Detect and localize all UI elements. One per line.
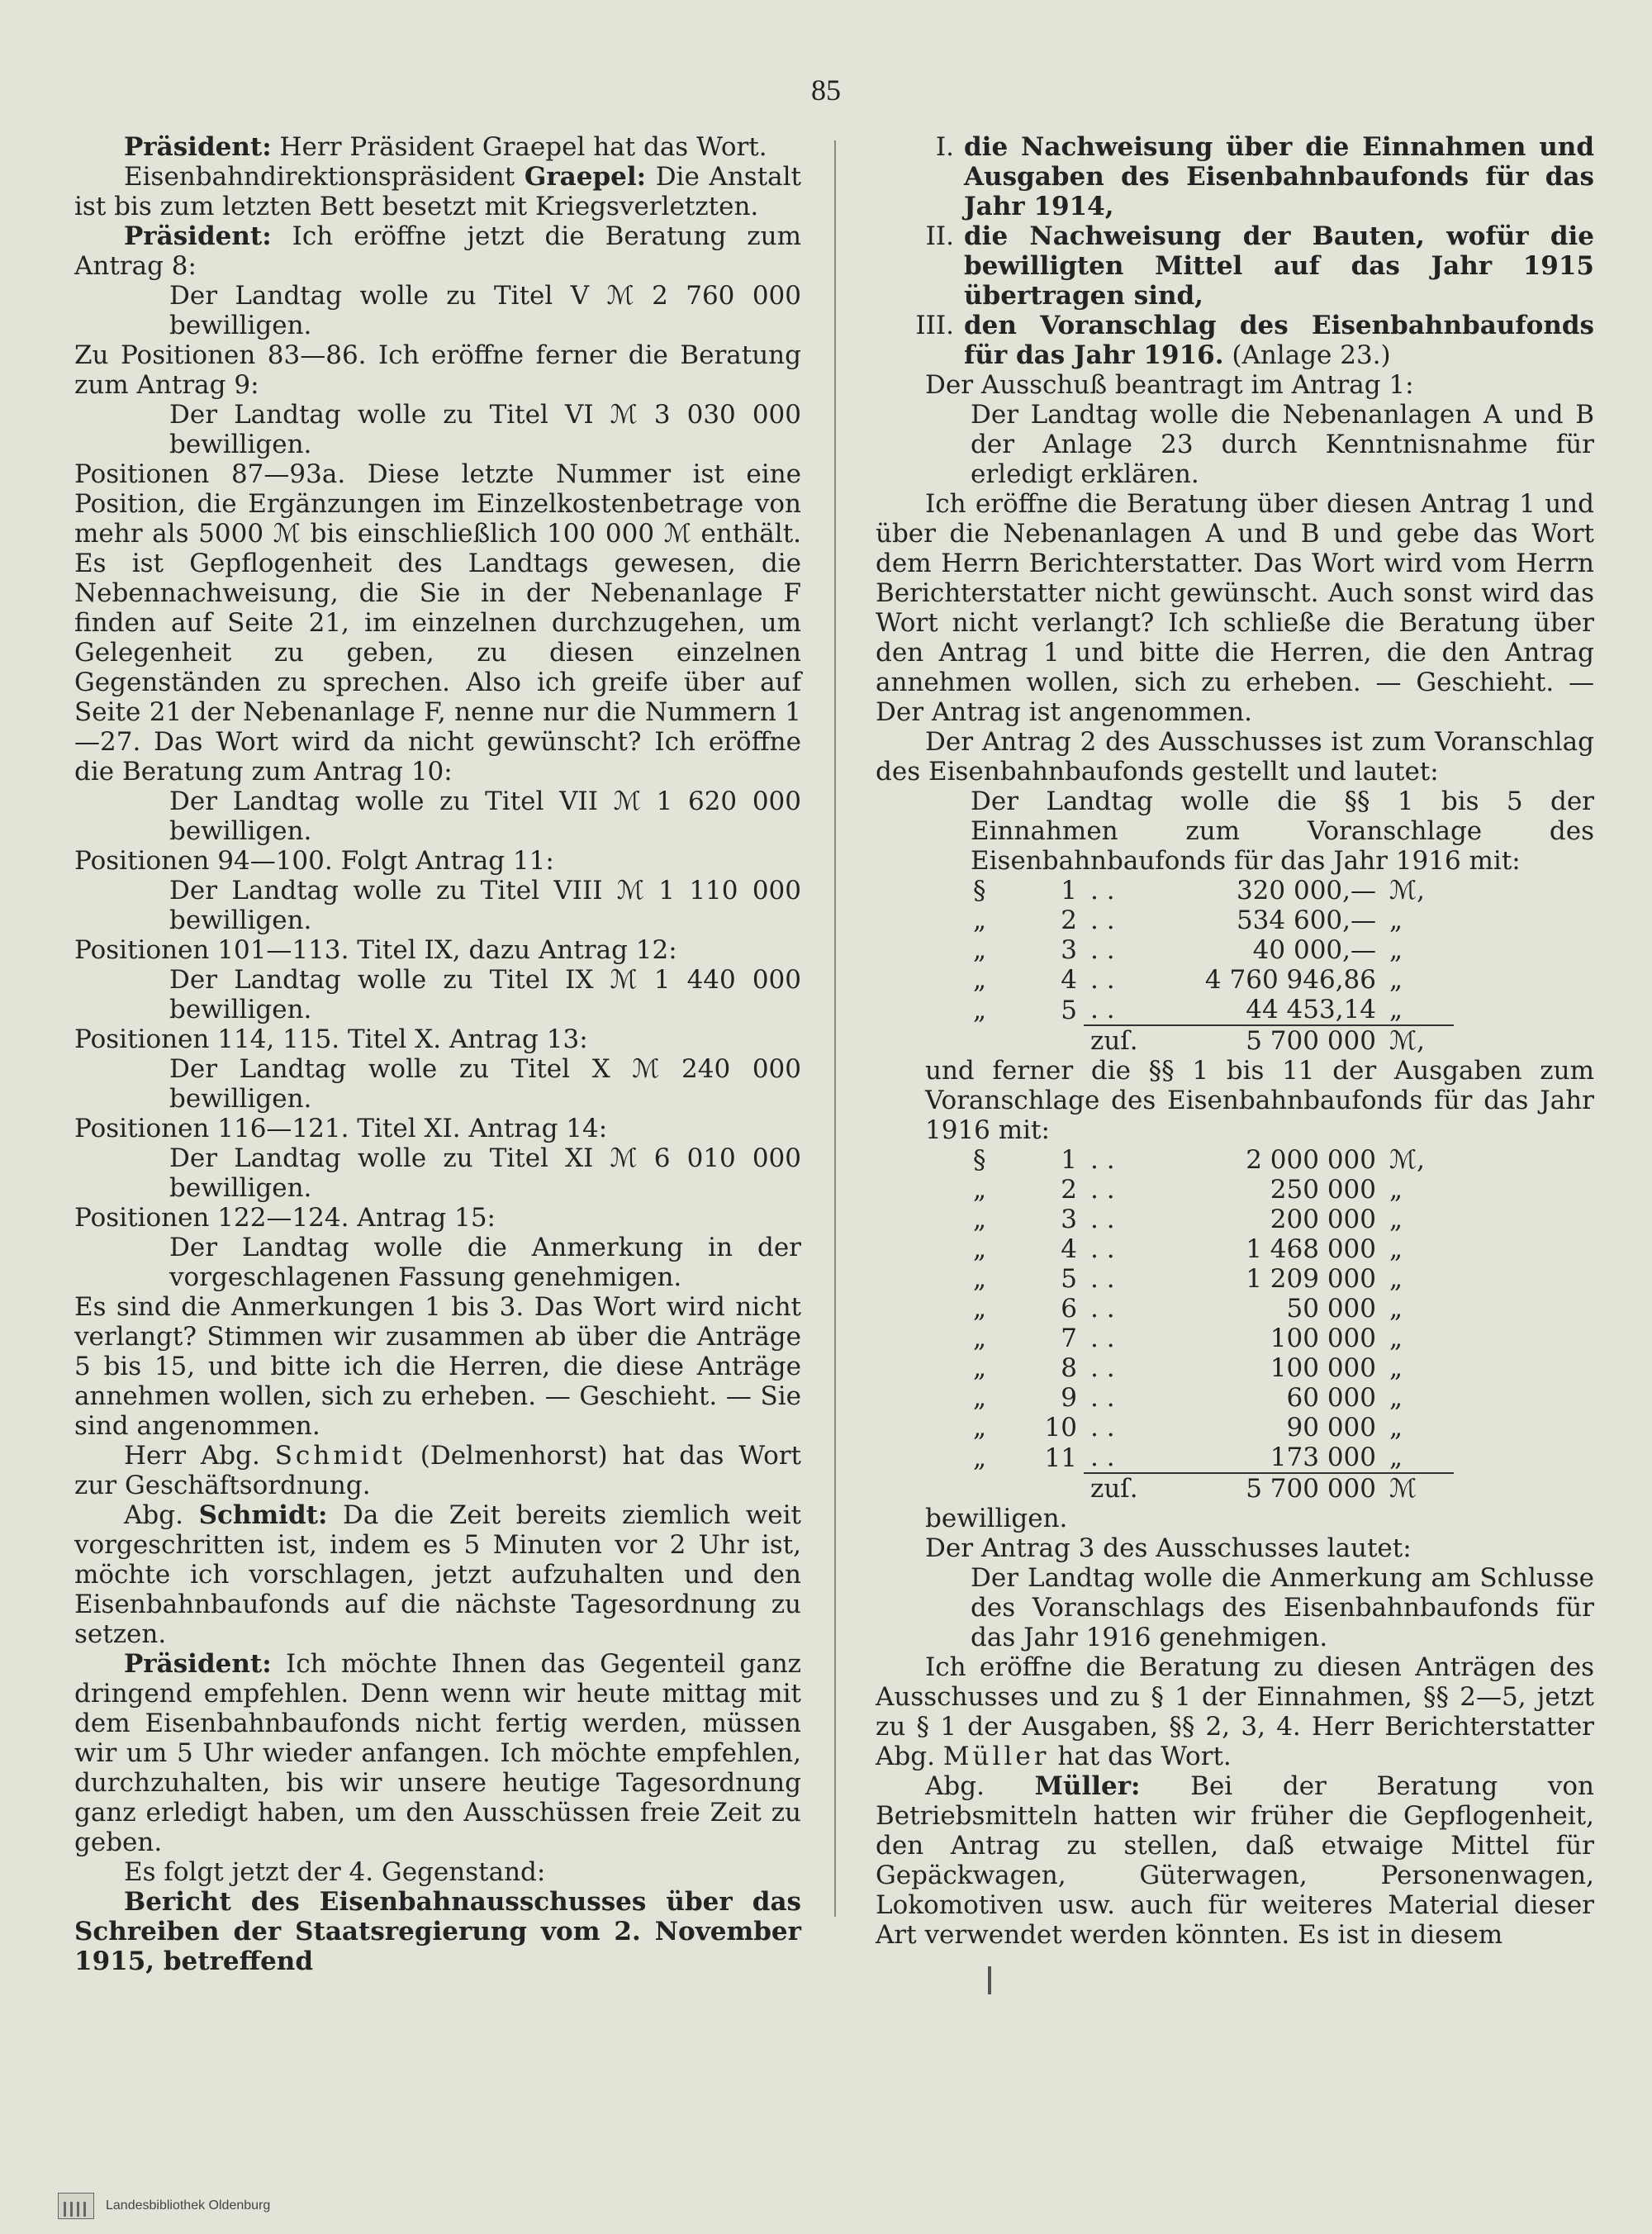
total-label: zuſ. <box>1084 1025 1163 1056</box>
motion-text: Der Landtag wolle zu Titel VI ℳ 3 030 000 bewilligen. <box>169 400 801 459</box>
motion-text: Der Landtag wolle die Anmerkung in der vorgeschlagenen Fassung genehmigen. <box>169 1233 801 1292</box>
table-row <box>966 1443 1454 1473</box>
total-label: zuſ. <box>1084 1473 1163 1504</box>
library-logo-icon <box>58 2193 94 2219</box>
section-mark: „ <box>973 1324 987 1353</box>
motion-text: Der Landtag wolle zu Titel VII ℳ 1 620 000 bewilligen. <box>169 787 801 846</box>
total-row <box>966 1473 1454 1504</box>
section-number: 4 <box>1061 965 1077 995</box>
table-row <box>966 1205 1454 1234</box>
amount-value: 50 000 <box>1286 1294 1376 1324</box>
table-row <box>966 1264 1454 1294</box>
spacer <box>966 1473 1037 1504</box>
library-name: Landesbibliothek Oldenburg <box>106 2198 271 2213</box>
currency-unit: ℳ, <box>1389 1145 1426 1175</box>
list-item: II. die Nachweisung der Bauten, wofür die bewilligten Mittel auf das Jahr 1915 übertragen sind, <box>925 221 1594 311</box>
section-number: 9 <box>1061 1383 1077 1413</box>
currency-unit: „ <box>1389 1353 1403 1383</box>
leader-dots: . . <box>1090 1264 1115 1294</box>
table-row <box>966 1234 1454 1264</box>
table-row <box>966 965 1454 995</box>
motion-text: Der Landtag wolle die Anmerkung am Schlusse des Voranschlags des Eisenbahnbaufonds für das Jahr 1916 genehmigen. <box>971 1563 1594 1652</box>
section-mark: „ <box>973 1234 987 1264</box>
leader-dots: . . <box>1090 1145 1115 1175</box>
spacer <box>1037 1473 1084 1504</box>
section-number: 1 <box>1061 876 1077 905</box>
leader-dots: . . <box>1090 905 1115 935</box>
table-row <box>966 1353 1454 1383</box>
section-mark: „ <box>973 1353 987 1383</box>
currency-unit: „ <box>1389 965 1403 995</box>
spacer <box>1037 1025 1084 1056</box>
currency-unit: „ <box>1389 995 1403 1024</box>
currency-unit: „ <box>1389 1205 1403 1234</box>
paragraph: Positionen 122—124. Antrag 15: <box>74 1203 496 1233</box>
paragraph: Ich eröffne die Beratung über diesen Antrag 1 und über die Nebenanlagen A und B und gebe das Wort dem Herrn Berichterstatter. Das Wort wird vom Herrn Berichterstatter nicht gewünscht. Auch sonst wird das Wort nicht verlangt? Ich schließe die Beratung über den Antrag 1 und bitte die Herren, die den Antrag annehmen wollen, sich zu erheben. — Geschieht. — Der Antrag ist angenommen. <box>876 489 1594 727</box>
expenses-table <box>966 1145 1454 1504</box>
paragraph: Der Antrag 3 des Ausschusses lautet: <box>925 1533 1412 1563</box>
currency-unit: „ <box>1389 1443 1403 1472</box>
section-number: 3 <box>1061 1205 1077 1234</box>
amount-value: 1 209 000 <box>1246 1264 1376 1294</box>
table-row <box>966 905 1454 935</box>
amount-value: 90 000 <box>1286 1413 1376 1443</box>
section-number: 11 <box>1044 1443 1077 1473</box>
amount-value: 250 000 <box>1270 1175 1376 1205</box>
list-item: I. die Nachweisung über die Einnahmen und Ausgaben des Eisenbahnbaufonds für das Jahr 1914, <box>935 132 1594 221</box>
amount-value: 40 000,— <box>1252 935 1376 965</box>
motion-text: und ferner die §§ 1 bis 11 der Ausgaben zum Voranschlage des Eisenbahnbaufonds für das Jahr 1916 mit: <box>925 1056 1594 1145</box>
paragraph: Positionen 114, 115. Titel X. Antrag 13: <box>74 1024 588 1054</box>
table-row <box>966 1175 1454 1205</box>
paragraph: Der Ausschuß beantragt im Antrag 1: <box>925 370 1414 400</box>
motion-text: Der Landtag wolle zu Titel VIII ℳ 1 110 000 bewilligen. <box>169 876 801 935</box>
footer <box>58 2189 270 2222</box>
paragraph: Abg. Müller: Bei der Beratung von Betriebsmitteln hatten wir früher die Gepflogenheit, den Antrag zu stellen, daß etwaige Mittel für Gepäckwagen, Güterwagen, Personenwagen, Lokomotiven usw. auch für weiteres Material dieser Art verwendet werden könnten. Es ist in diesem <box>876 1771 1594 1950</box>
motion-text: Der Landtag wolle die Nebenanlagen A und B der Anlage 23 durch Kenntnisnahme für erledigt erklären. <box>971 400 1594 489</box>
section-mark: „ <box>973 1175 987 1205</box>
leader-dots: . . <box>1090 1324 1115 1353</box>
section-mark: „ <box>973 1205 987 1234</box>
amount-value: 2 000 000 <box>1246 1145 1376 1175</box>
section-number: 2 <box>1061 905 1077 935</box>
leader-dots: . . <box>1090 1294 1115 1324</box>
table-row <box>966 1383 1454 1413</box>
currency-unit: „ <box>1389 1413 1403 1443</box>
paragraph: Zu Positionen 83—86. Ich eröffne ferner die Beratung zum Antrag 9: <box>74 340 801 400</box>
currency-unit: ℳ, <box>1389 876 1426 905</box>
section-mark: § <box>973 1145 986 1175</box>
motion-text: Der Landtag wolle zu Titel IX ℳ 1 440 000 bewilligen. <box>169 965 801 1024</box>
section-mark: „ <box>973 1264 987 1294</box>
currency-unit: „ <box>1389 905 1403 935</box>
amount-value: 320 000,— <box>1236 876 1376 905</box>
left-column <box>74 132 801 1976</box>
right-column <box>876 132 1594 1950</box>
amount-value: 4 760 946,86 <box>1204 965 1376 995</box>
table-row <box>966 995 1454 1025</box>
amount-value: 60 000 <box>1286 1383 1376 1413</box>
currency-unit: ℳ <box>1383 1473 1454 1504</box>
leader-dots: . . <box>1090 1413 1115 1443</box>
section-number: 6 <box>1061 1294 1077 1324</box>
amount-value: 200 000 <box>1270 1205 1376 1234</box>
list-item: III. den Voranschlag des Eisenbahnbaufonds für das Jahr 1916. (Anlage 23.) <box>915 311 1594 370</box>
section-number: 10 <box>1044 1413 1077 1443</box>
currency-unit: ℳ, <box>1383 1025 1454 1056</box>
leader-dots: . . <box>1090 876 1115 905</box>
currency-unit: „ <box>1389 1383 1403 1413</box>
section-mark: § <box>973 876 986 905</box>
currency-unit: „ <box>1389 1234 1403 1264</box>
table-row <box>966 935 1454 965</box>
paragraph: Präsident: Ich eröffne jetzt die Beratung zum Antrag 8: <box>74 221 801 281</box>
leader-dots: . . <box>1090 935 1115 965</box>
total-value: 5 700 000 <box>1163 1473 1383 1504</box>
page-number: 85 <box>811 74 841 107</box>
section-mark: „ <box>973 1383 987 1413</box>
section-mark: „ <box>973 965 987 995</box>
paragraph: Präsident: Herr Präsident Graepel hat das Wort. <box>124 132 767 162</box>
motion-text: Der Landtag wolle zu Titel X ℳ 240 000 bewilligen. <box>169 1054 801 1114</box>
paragraph: Positionen 87—93a. Diese letzte Nummer ist eine Position, die Ergänzungen im Einzelkostenbetrage von mehr als 5000 ℳ bis einschließlich 100 000 ℳ enthält. Es ist Gepflogenheit des Landtags gewesen, die Nebennachweisung, die Sie in der Nebenanlage F finden auf Seite 21, im einzelnen durchzugehen, um Gelegenheit zu geben, zu diesen einzelnen Gegenständen zu sprechen. Also ich greife über auf Seite 21 der Nebenanlage F, nenne nur die Nummern 1—27. Das Wort wird da nicht gewünscht? Ich eröffne die Beratung zum Antrag 10: <box>74 459 801 787</box>
section-mark: „ <box>973 995 987 1025</box>
motion-text: bewilligen. <box>925 1504 1068 1533</box>
section-number: 1 <box>1061 1145 1077 1175</box>
motion-text: Der Landtag wolle zu Titel XI ℳ 6 010 000 bewilligen. <box>169 1143 801 1203</box>
section-number: 5 <box>1061 1264 1077 1294</box>
leader-dots: . . <box>1090 1205 1115 1234</box>
column-divider <box>834 140 836 1917</box>
paragraph: Es sind die Anmerkungen 1 bis 3. Das Wort wird nicht verlangt? Stimmen wir zusammen ab über die Anträge 5 bis 15, und bitte ich die Herren, die diese Anträge annehmen wollen, sich zu erheben. — Geschieht. — Sie sind angenommen. <box>74 1292 801 1441</box>
amount-value: 44 453,14 <box>1246 995 1376 1024</box>
leader-dots: . . <box>1090 1443 1115 1472</box>
table-row <box>966 876 1454 905</box>
section-mark: „ <box>973 1294 987 1324</box>
amount-value: 173 000 <box>1270 1443 1376 1472</box>
section-mark: „ <box>973 1413 987 1443</box>
total-row <box>966 1025 1454 1056</box>
section-mark: „ <box>973 905 987 935</box>
table-row <box>966 1324 1454 1353</box>
spacer <box>966 1025 1037 1056</box>
agenda-heading: Bericht des Eisenbahnausschusses über das Schreiben der Staatsregierung vom 2. November 1915, betreffend <box>74 1887 801 1976</box>
paragraph: Präsident: Ich möchte Ihnen das Gegenteil ganz dringend empfehlen. Denn wenn wir heute mittag mit dem Eisenbahnbaufonds nicht fertig werden, müssen wir um 5 Uhr wieder anfangen. Ich möchte empfehlen, durchzuhalten, bis wir unsere heutige Tagesordnung ganz erledigt haben, um den Ausschüssen freie Zeit zu geben. <box>74 1649 801 1857</box>
table-row <box>966 1145 1454 1175</box>
section-mark: „ <box>973 1443 987 1473</box>
section-number: 8 <box>1061 1353 1077 1383</box>
amount-value: 534 600,— <box>1236 905 1376 935</box>
leader-dots: . . <box>1090 1175 1115 1205</box>
motion-text: Der Landtag wolle zu Titel V ℳ 2 760 000 bewilligen. <box>169 281 801 340</box>
paragraph: Es folgt jetzt der 4. Gegenstand: <box>124 1857 546 1887</box>
paragraph: Positionen 116—121. Titel XI. Antrag 14: <box>74 1114 608 1143</box>
section-number: 3 <box>1061 935 1077 965</box>
leader-dots: . . <box>1090 965 1115 995</box>
paragraph: Herr Abg. Schmidt (Delmenhorst) hat das Wort zur Geschäftsordnung. <box>74 1441 802 1500</box>
section-number: 5 <box>1061 995 1077 1025</box>
paragraph: Der Antrag 2 des Ausschusses ist zum Voranschlag des Eisenbahnbaufonds gestellt und lautet: <box>876 727 1594 787</box>
currency-unit: „ <box>1389 1175 1403 1205</box>
currency-unit: „ <box>1389 1294 1403 1324</box>
paragraph: Positionen 101—113. Titel IX, dazu Antrag 12: <box>74 935 677 965</box>
currency-unit: „ <box>1389 1264 1403 1294</box>
table-row <box>966 1294 1454 1324</box>
motion-text: Der Landtag wolle die §§ 1 bis 5 der Einnahmen zum Voranschlage des Eisenbahnbaufonds für das Jahr 1916 mit: <box>971 787 1594 876</box>
income-table <box>966 876 1454 1056</box>
amount-value: 1 468 000 <box>1246 1234 1376 1264</box>
table-row <box>966 1413 1454 1443</box>
leader-dots: . . <box>1090 1383 1115 1413</box>
amount-value: 100 000 <box>1270 1324 1376 1353</box>
paragraph: Ich eröffne die Beratung zu diesen Anträgen des Ausschusses und zu § 1 der Einnahmen, §§ 2—5, jetzt zu § 1 der Ausgaben, §§ 2, 3, 4. Herr Berichterstatter Abg. Müller hat das Wort. <box>876 1652 1594 1771</box>
section-number: 7 <box>1061 1324 1077 1353</box>
leader-dots: . . <box>1090 1353 1115 1383</box>
amount-value: 100 000 <box>1270 1353 1376 1383</box>
paragraph: Abg. Schmidt: Da die Zeit bereits ziemlich weit vorgeschritten ist, indem es 5 Minuten vor 2 Uhr ist, möchte ich vorschlagen, jetzt aufzuhalten und den Eisenbahnbaufonds auf die nächste Tagesordnung zu setzen. <box>74 1500 801 1649</box>
section-number: 2 <box>1061 1175 1077 1205</box>
leader-dots: . . <box>1090 1234 1115 1264</box>
section-mark: „ <box>973 935 987 965</box>
currency-unit: „ <box>1389 935 1403 965</box>
section-number: 4 <box>1061 1234 1077 1264</box>
currency-unit: „ <box>1389 1324 1403 1353</box>
paragraph: Eisenbahndirektionspräsident Graepel: Die Anstalt ist bis zum letzten Bett besetzt mit Kriegsverletzten. <box>74 162 801 221</box>
leader-dots: . . <box>1090 995 1115 1024</box>
margin-mark <box>988 1966 991 1994</box>
total-value: 5 700 000 <box>1163 1025 1383 1056</box>
paragraph: Positionen 94—100. Folgt Antrag 11: <box>74 846 554 876</box>
